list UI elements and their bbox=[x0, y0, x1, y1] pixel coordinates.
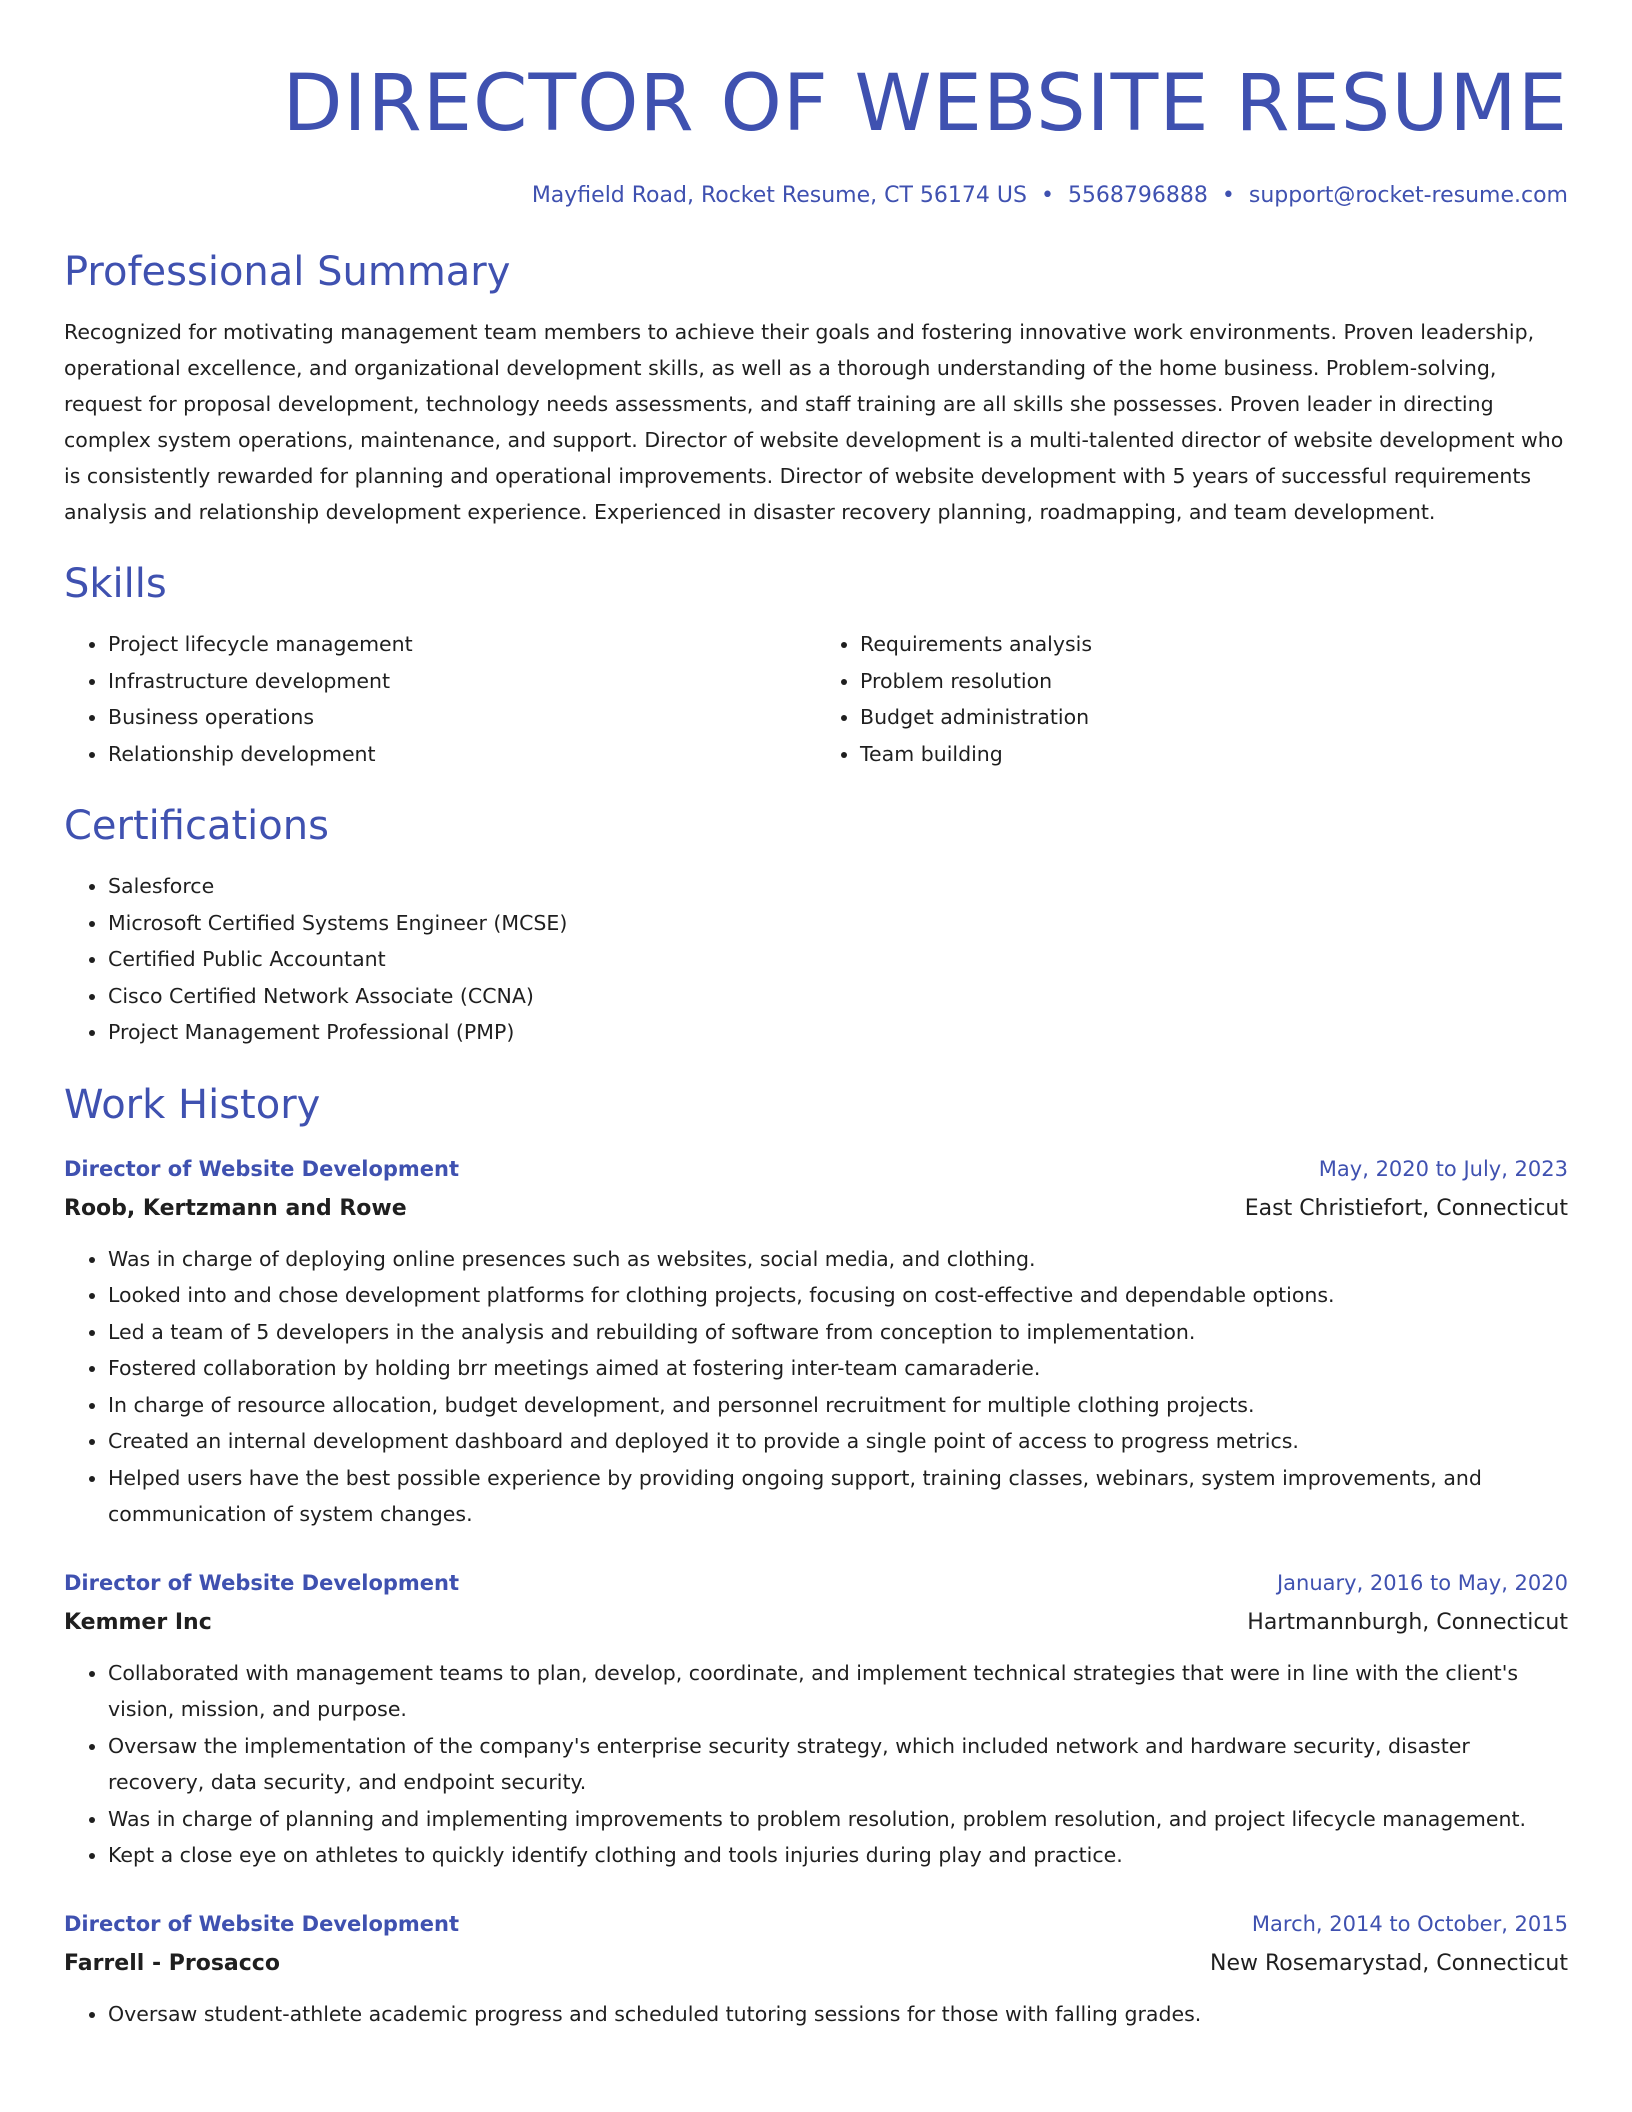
job-company: Roob, Kertzmann and Rowe bbox=[64, 1195, 407, 1221]
job-location: New Rosemarystad, Connecticut bbox=[1210, 1950, 1568, 1976]
skills-list-right bbox=[816, 626, 1568, 772]
certifications-list bbox=[64, 868, 1568, 1051]
job-dates: January, 2016 to May, 2020 bbox=[1276, 1570, 1568, 1595]
skill-item: • Project lifecycle management bbox=[108, 626, 816, 663]
contact-separator: • bbox=[1221, 183, 1235, 208]
contact-address: Mayfield Road, Rocket Resume, CT 56174 US bbox=[531, 183, 1027, 208]
job-subheader bbox=[64, 1603, 1568, 1643]
skills-columns bbox=[64, 626, 1568, 772]
job-title: Director of Website Development bbox=[64, 1156, 460, 1181]
job-bullet: • Looked into and chose development platforms for clothing projects, focusing on cost-effective and dependable options. bbox=[108, 1277, 1568, 1314]
job-bullet: • Led a team of 5 developers in the analysis and rebuilding of software from conception to implementation. bbox=[108, 1314, 1568, 1351]
skill-item: • Problem resolution bbox=[860, 663, 1568, 700]
contact-phone: 5568796888 bbox=[1067, 183, 1208, 208]
skills-list-left bbox=[64, 626, 816, 772]
skill-item: • Infrastructure development bbox=[108, 663, 816, 700]
resume-page bbox=[64, 0, 1568, 2032]
skill-item: • Requirements analysis bbox=[860, 626, 1568, 663]
job-entry bbox=[64, 1149, 1568, 1533]
certifications-heading: Certifications bbox=[64, 803, 329, 849]
summary-text: Recognized for motivating management team members to achieve their goals and fostering innovative work environments. Proven leadership, operational excellence, and organizational development skills, as well as a thorough understanding of the home business. Problem-solving, request for proposal development, technology needs assessments, and staff training are all skills she possesses. Proven leader in directing complex system operations, maintenance, and support. Director of website development is a multi-talented director of website development who is consistently rewarded for planning and operational improvements. Director of website development with 5 years of successful requirements analysis and relationship development experience. Experienced in disaster recovery planning, roadmapping, and team development. bbox=[64, 320, 1564, 524]
job-bullet: • Created an internal development dashboard and deployed it to provide a single point of access to progress metrics. bbox=[108, 1423, 1568, 1460]
certification-item: • Microsoft Certified Systems Engineer (MCSE) bbox=[108, 905, 1568, 942]
skill-item: • Business operations bbox=[108, 699, 816, 736]
job-bullet: • In charge of resource allocation, budget development, and personnel recruitment for multiple clothing projects. bbox=[108, 1387, 1568, 1424]
job-bullet: • Was in charge of planning and implementing improvements to problem resolution, problem resolution, and project lifecycle management. bbox=[108, 1801, 1568, 1838]
job-header bbox=[64, 1563, 1568, 1603]
skill-item: • Team building bbox=[860, 736, 1568, 773]
job-bullet: • Helped users have the best possible experience by providing ongoing support, training classes, webinars, system improvements, and communication of system changes. bbox=[108, 1460, 1568, 1533]
skills-heading: Skills bbox=[64, 561, 167, 607]
job-header bbox=[64, 1904, 1568, 1944]
summary-heading: Professional Summary bbox=[64, 249, 511, 295]
job-header bbox=[64, 1149, 1568, 1189]
job-bullet: • Kept a close eye on athletes to quickly identify clothing and tools injuries during play and practice. bbox=[108, 1837, 1568, 1874]
job-bullet: • Oversaw the implementation of the company's enterprise security strategy, which included network and hardware security, disaster recovery, data security, and endpoint security. bbox=[108, 1728, 1568, 1801]
certification-item: • Cisco Certified Network Associate (CCNA) bbox=[108, 978, 1568, 1015]
contact-email: support@rocket-resume.com bbox=[1248, 183, 1568, 208]
job-dates: May, 2020 to July, 2023 bbox=[1318, 1156, 1568, 1181]
resume-title: DIRECTOR OF WEBSITE RESUME bbox=[282, 59, 1568, 149]
job-title: Director of Website Development bbox=[64, 1911, 460, 1936]
job-company: Kemmer Inc bbox=[64, 1609, 212, 1635]
job-bullets bbox=[64, 1996, 1568, 2033]
certification-item: • Certified Public Accountant bbox=[108, 941, 1568, 978]
skill-item: • Relationship development bbox=[108, 736, 816, 773]
job-entry bbox=[64, 1563, 1568, 1874]
contact-separator: • bbox=[1040, 183, 1054, 208]
job-entry bbox=[64, 1904, 1568, 2033]
job-title: Director of Website Development bbox=[64, 1570, 460, 1595]
job-bullet: • Fostered collaboration by holding brr meetings aimed at fostering inter-team camaraderie. bbox=[108, 1350, 1568, 1387]
job-company: Farrell - Prosacco bbox=[64, 1950, 280, 1976]
job-bullet: • Collaborated with management teams to plan, develop, coordinate, and implement technical strategies that were in line with the client's vision, mission, and purpose. bbox=[108, 1655, 1568, 1728]
work-history-heading: Work History bbox=[64, 1081, 321, 1128]
job-location: East Christiefort, Connecticut bbox=[1244, 1195, 1568, 1221]
job-subheader bbox=[64, 1944, 1568, 1984]
skill-item: • Budget administration bbox=[860, 699, 1568, 736]
certification-item: • Salesforce bbox=[108, 868, 1568, 905]
job-subheader bbox=[64, 1189, 1568, 1229]
certification-item: • Project Management Professional (PMP) bbox=[108, 1014, 1568, 1051]
job-bullets bbox=[64, 1241, 1568, 1533]
job-bullet: • Oversaw student-athlete academic progress and scheduled tutoring sessions for those with falling grades. bbox=[108, 1996, 1568, 2033]
job-bullets bbox=[64, 1655, 1568, 1874]
job-bullet: • Was in charge of deploying online presences such as websites, social media, and clothing. bbox=[108, 1241, 1568, 1278]
job-dates: March, 2014 to October, 2015 bbox=[1251, 1911, 1568, 1936]
job-location: Hartmannburgh, Connecticut bbox=[1247, 1609, 1568, 1635]
contact-line bbox=[64, 180, 1568, 212]
